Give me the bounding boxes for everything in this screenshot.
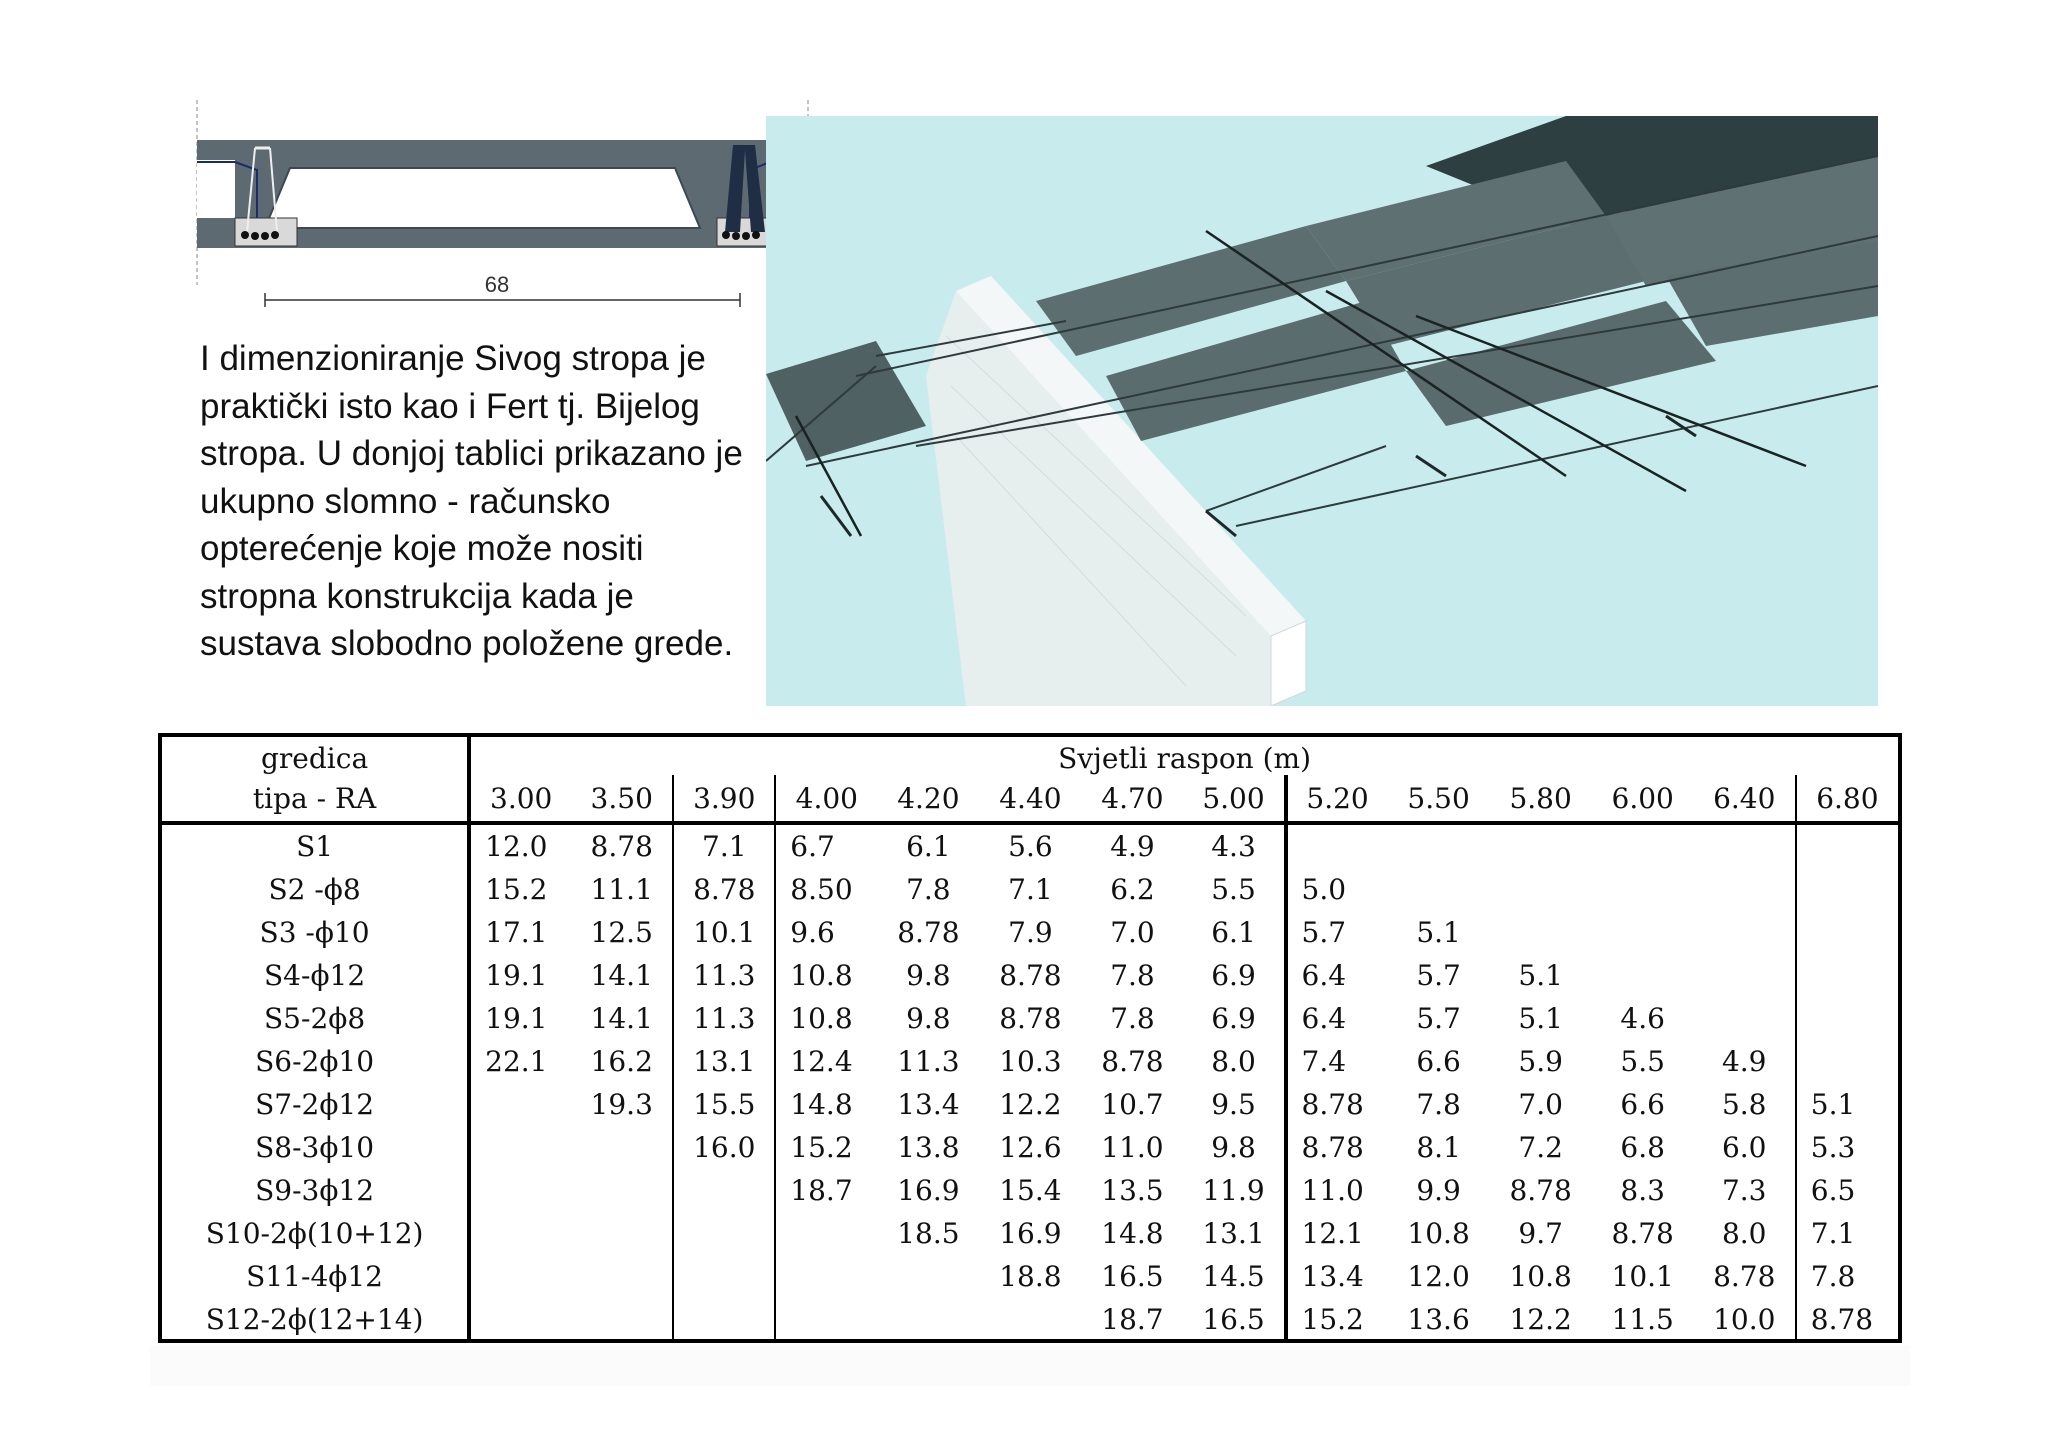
- table-cell: 8.78: [999, 959, 1062, 992]
- table-cell: 18.7: [1101, 1303, 1164, 1336]
- table-cell: 8.0: [1694, 1212, 1796, 1255]
- table-cell: 13.5: [1101, 1174, 1164, 1207]
- table-cell: 12.5: [571, 911, 673, 954]
- table-cell: 12.1: [1301, 1217, 1364, 1250]
- table-cell: 14.8: [1101, 1217, 1164, 1250]
- span-value: 4.40: [979, 775, 1081, 823]
- table-cell: 12.6: [999, 1131, 1062, 1164]
- row-label: S4-ϕ12: [162, 954, 469, 997]
- table-cell: 8.3: [1620, 1174, 1665, 1207]
- table-cell: 10.0: [1694, 1298, 1796, 1341]
- description-text: I dimenzioniranje Sivog stropa je praktički isto kao i Fert tj. Bijelog stropa. U donjoj tablici prikazano je ukupno slomno - računsko opterećenje koje može nositi stropna konstrukcija kada je sustava slobodno položene grede.: [200, 339, 743, 663]
- table-cell: 16.5: [1101, 1260, 1164, 1293]
- table-cell: [1796, 868, 1898, 911]
- table-cell: [1592, 823, 1694, 868]
- col-header-tipa: tipa - RA: [162, 775, 469, 823]
- row-label: S2 -ϕ8: [162, 868, 469, 911]
- table-cell: 7.8: [1416, 1088, 1461, 1121]
- table-cell: [1694, 823, 1796, 868]
- table-cell: 11.3: [897, 1045, 960, 1078]
- table-cell: 4.9: [1694, 1040, 1796, 1083]
- table-cell: 5.9: [1518, 1045, 1563, 1078]
- table-cell: 6.1: [1183, 911, 1285, 954]
- table-cell: 8.0: [1183, 1040, 1285, 1083]
- table-cell: 10.8: [790, 1002, 853, 1035]
- width-dimension-label: 68: [484, 272, 510, 297]
- table-row: [162, 1255, 1898, 1298]
- table-cell: [469, 1083, 571, 1126]
- table-cell: 8.50: [790, 873, 853, 906]
- table-cell: 8.78: [571, 823, 673, 868]
- table-cell: 7.4: [1301, 1045, 1347, 1078]
- table-cell: 8.1: [1416, 1131, 1461, 1164]
- table-cell: [1490, 911, 1592, 954]
- span-value: 5.00: [1183, 775, 1285, 823]
- table-cell: 5.1: [1518, 959, 1563, 992]
- row-label: S1: [162, 823, 469, 868]
- table-cell: 5.7: [1301, 916, 1347, 949]
- table-cell: 5.1: [1416, 916, 1461, 949]
- table-cell: 7.8: [1110, 1002, 1155, 1035]
- table-cell: 5.1: [1518, 1002, 1563, 1035]
- span-header: Svjetli raspon (m): [1058, 742, 1312, 775]
- table-cell: 10.8: [1509, 1260, 1572, 1293]
- table-cell: [1796, 911, 1898, 954]
- table-cell: 12.0: [1407, 1260, 1470, 1293]
- table-cell: [469, 1169, 571, 1212]
- table-cell: [469, 1255, 571, 1298]
- table-cell: 15.2: [790, 1131, 853, 1164]
- table-cell: 18.7: [790, 1174, 853, 1207]
- table-cell: [673, 1169, 775, 1212]
- table-cell: 16.9: [999, 1217, 1062, 1250]
- table-cell: 4.3: [1183, 823, 1285, 868]
- table-cell: 11.3: [673, 997, 775, 1040]
- span-value: 3.50: [571, 775, 673, 823]
- span-value: 4.20: [877, 775, 979, 823]
- table-cell: 12.4: [790, 1045, 853, 1078]
- table-cell: [1592, 868, 1694, 911]
- load-table: [158, 733, 1902, 1343]
- table-cell: 8.78: [1694, 1255, 1796, 1298]
- footer-shade: [150, 1346, 1910, 1386]
- table-cell: [1388, 868, 1490, 911]
- table-cell: [877, 1298, 979, 1341]
- table-cell: [1592, 911, 1694, 954]
- table-cell: 9.8: [1183, 1126, 1285, 1169]
- col-header-gredica: gredica: [162, 737, 469, 775]
- table-cell: 13.4: [1301, 1260, 1364, 1293]
- table-cell: 14.5: [1183, 1255, 1285, 1298]
- table-cell: 9.5: [1183, 1083, 1285, 1126]
- table-cell: [469, 1126, 571, 1169]
- table-cell: 6.6: [1620, 1088, 1665, 1121]
- table-cell: [1490, 823, 1592, 868]
- span-value: 4.00: [775, 775, 877, 823]
- row-label: S9-3ϕ12: [162, 1169, 469, 1212]
- table-cell: 6.9: [1183, 997, 1285, 1040]
- span-value: 3.00: [469, 775, 571, 823]
- table-cell: 15.4: [999, 1174, 1062, 1207]
- table-row: [162, 997, 1898, 1040]
- table-cell: 7.2: [1518, 1131, 1563, 1164]
- table-cell: 6.4: [1301, 1002, 1347, 1035]
- table-cell: [673, 1255, 775, 1298]
- table-cell: 9.7: [1518, 1217, 1563, 1250]
- row-label: S6-2ϕ10: [162, 1040, 469, 1083]
- row-label: S8-3ϕ10: [162, 1126, 469, 1169]
- table-cell: [469, 1212, 571, 1255]
- table-cell: [1796, 954, 1898, 997]
- table-cell: 7.9: [1008, 916, 1053, 949]
- table-cell: 6.1: [906, 830, 951, 863]
- table-cell: 7.8: [1810, 1260, 1856, 1293]
- table-cell: 7.8: [906, 873, 951, 906]
- span-value: 3.90: [673, 775, 775, 823]
- table-cell: [571, 1169, 673, 1212]
- span-value: 5.80: [1490, 775, 1592, 823]
- table-cell: 10.3: [999, 1045, 1062, 1078]
- span-value: 5.50: [1388, 775, 1490, 823]
- table-cell: 10.1: [1611, 1260, 1674, 1293]
- table-cell: 14.8: [790, 1088, 853, 1121]
- row-label: S7-2ϕ12: [162, 1083, 469, 1126]
- table-cell: 13.4: [897, 1088, 960, 1121]
- table-cell: 5.7: [1416, 959, 1461, 992]
- table-cell: 9.8: [906, 1002, 951, 1035]
- table-cell: [571, 1255, 673, 1298]
- table-cell: 6.7: [790, 830, 835, 863]
- table-row: [162, 1126, 1898, 1169]
- table-cell: 19.1: [485, 959, 548, 992]
- table-cell: [673, 1298, 775, 1341]
- table-cell: 18.8: [999, 1260, 1062, 1293]
- table-cell: 5.5: [1183, 868, 1285, 911]
- table-cell: 16.5: [1183, 1298, 1285, 1341]
- table-cell: [775, 1212, 877, 1255]
- table-cell: 16.0: [673, 1126, 775, 1169]
- row-label: S12-2ϕ(12+14): [162, 1298, 469, 1341]
- table-cell: [673, 1212, 775, 1255]
- table-cell: 6.8: [1620, 1131, 1665, 1164]
- span-value: 6.80: [1796, 775, 1898, 823]
- table-cell: 5.3: [1810, 1131, 1856, 1164]
- row-label: S3 -ϕ10: [162, 911, 469, 954]
- table-cell: 6.5: [1810, 1174, 1856, 1207]
- table-cell: [877, 1255, 979, 1298]
- table-cell: [1796, 1040, 1898, 1083]
- table-cell: 7.1: [1008, 873, 1053, 906]
- span-value: 5.20: [1286, 775, 1388, 823]
- table-cell: 4.9: [1110, 830, 1155, 863]
- table-cell: 8.78: [1301, 1131, 1364, 1164]
- table-cell: 5.7: [1416, 1002, 1461, 1035]
- table-cell: 5.0: [1301, 873, 1347, 906]
- table-cell: 7.1: [1810, 1217, 1856, 1250]
- table-cell: 16.2: [571, 1040, 673, 1083]
- table-cell: 8.78: [1810, 1303, 1874, 1336]
- table-cell: 12.2: [999, 1088, 1062, 1121]
- table-cell: 13.8: [897, 1131, 960, 1164]
- table-cell: 13.1: [1183, 1212, 1285, 1255]
- table-cell: 9.8: [906, 959, 951, 992]
- span-value: 6.40: [1694, 775, 1796, 823]
- table-row: [162, 1212, 1898, 1255]
- table-cell: 8.78: [999, 1002, 1062, 1035]
- floor-section-drawing: [195, 100, 865, 325]
- table-cell: 10.7: [1101, 1088, 1164, 1121]
- table-cell: 7.0: [1518, 1088, 1563, 1121]
- table-cell: 7.3: [1694, 1169, 1796, 1212]
- table-cell: [1286, 823, 1388, 868]
- table-cell: [1694, 954, 1796, 997]
- table-cell: [775, 1255, 877, 1298]
- table-cell: 11.3: [673, 954, 775, 997]
- table-cell: 5.6: [1008, 830, 1053, 863]
- table-cell: 6.6: [1416, 1045, 1461, 1078]
- table-row: [162, 954, 1898, 997]
- table-cell: [571, 1126, 673, 1169]
- table-cell: 7.8: [1110, 959, 1155, 992]
- table-cell: 5.8: [1694, 1083, 1796, 1126]
- table-cell: 11.9: [1183, 1169, 1285, 1212]
- table-cell: 22.1: [485, 1045, 548, 1078]
- table-cell: 5.1: [1810, 1088, 1856, 1121]
- table-cell: 11.0: [1301, 1174, 1364, 1207]
- table-cell: 19.1: [485, 1002, 548, 1035]
- span-value: 6.00: [1592, 775, 1694, 823]
- table-cell: 11.0: [1101, 1131, 1164, 1164]
- table-cell: [1490, 868, 1592, 911]
- table-cell: 15.2: [485, 873, 548, 906]
- table-cell: 6.9: [1183, 954, 1285, 997]
- table-cell: 4.6: [1620, 1002, 1665, 1035]
- table-cell: 13.6: [1407, 1303, 1470, 1336]
- table-cell: 10.8: [1407, 1217, 1470, 1250]
- table-cell: [1694, 868, 1796, 911]
- table-cell: 18.5: [897, 1217, 960, 1250]
- table-cell: 8.78: [1509, 1174, 1572, 1207]
- span-value: 4.70: [1081, 775, 1183, 823]
- table-cell: 8.78: [1301, 1088, 1364, 1121]
- table-row: [162, 868, 1898, 911]
- table-row: [162, 1169, 1898, 1212]
- table-cell: [979, 1298, 1081, 1341]
- table-cell: 10.8: [790, 959, 853, 992]
- table-cell: [1388, 823, 1490, 868]
- table-cell: 9.6: [790, 916, 835, 949]
- table-row: [162, 1083, 1898, 1126]
- table-cell: 6.2: [1110, 873, 1155, 906]
- table-cell: 6.4: [1301, 959, 1347, 992]
- table-cell: [1694, 911, 1796, 954]
- table-row: [162, 823, 1898, 868]
- table-cell: 16.9: [897, 1174, 960, 1207]
- table-cell: 7.1: [673, 823, 775, 868]
- table-cell: 19.3: [571, 1083, 673, 1126]
- table-cell: [1592, 954, 1694, 997]
- table-cell: 14.1: [571, 954, 673, 997]
- floor-construction-render: [766, 116, 1878, 706]
- table-cell: [1694, 997, 1796, 1040]
- table-cell: 11.1: [571, 868, 673, 911]
- table-cell: 8.78: [897, 916, 960, 949]
- row-label: S10-2ϕ(10+12): [162, 1212, 469, 1255]
- table-cell: [1796, 997, 1898, 1040]
- table-cell: 12.2: [1509, 1303, 1572, 1336]
- table-cell: 11.5: [1611, 1303, 1674, 1336]
- table-cell: [571, 1298, 673, 1341]
- table-cell: [1796, 823, 1898, 868]
- table-cell: [775, 1298, 877, 1341]
- table-cell: 13.1: [673, 1040, 775, 1083]
- table-cell: 8.78: [673, 868, 775, 911]
- table-cell: 7.0: [1110, 916, 1155, 949]
- table-row: [162, 911, 1898, 954]
- table-cell: 5.5: [1620, 1045, 1665, 1078]
- table-cell: 12.0: [485, 830, 548, 863]
- row-label: S5-2ϕ8: [162, 997, 469, 1040]
- table-row: [162, 1040, 1898, 1083]
- table-cell: 14.1: [571, 997, 673, 1040]
- table-cell: 15.2: [1301, 1303, 1364, 1336]
- table-cell: 6.0: [1694, 1126, 1796, 1169]
- table-row: [162, 1298, 1898, 1341]
- table-cell: 15.5: [673, 1083, 775, 1126]
- table-cell: [571, 1212, 673, 1255]
- row-label: S11-4ϕ12: [162, 1255, 469, 1298]
- table-cell: 8.78: [1611, 1217, 1674, 1250]
- table-cell: [469, 1298, 571, 1341]
- table-cell: 9.9: [1416, 1174, 1461, 1207]
- table-cell: 17.1: [485, 916, 548, 949]
- table-cell: 8.78: [1101, 1045, 1164, 1078]
- table-cell: 10.1: [673, 911, 775, 954]
